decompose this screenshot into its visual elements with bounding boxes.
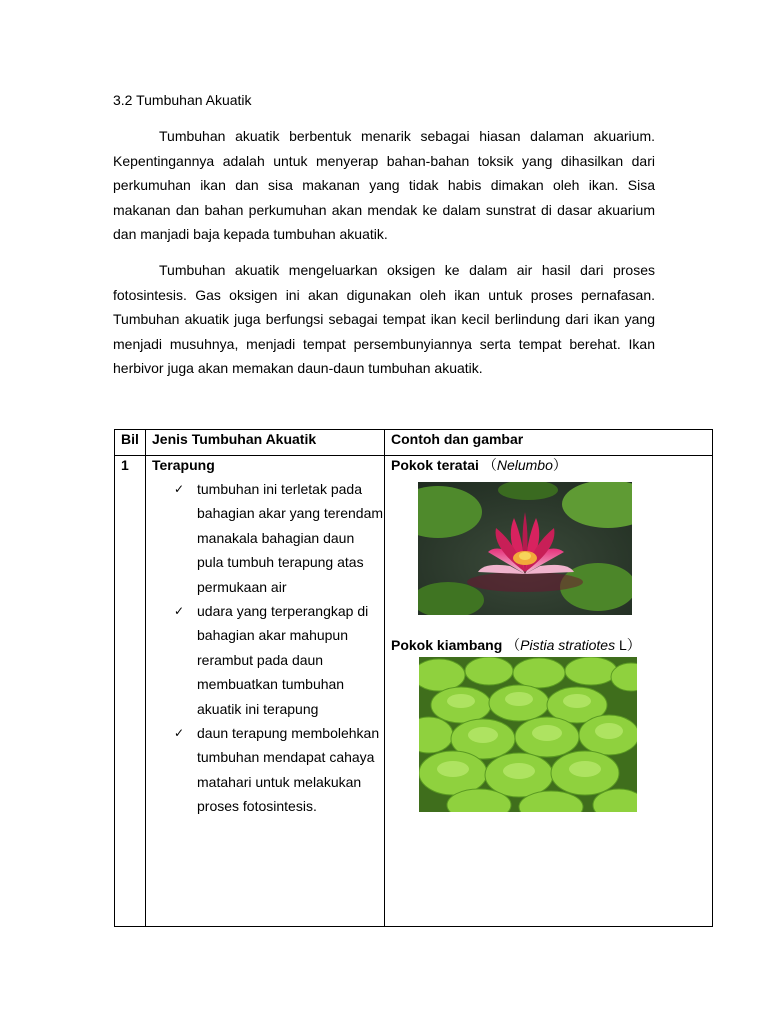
plant-type-cell (146, 456, 385, 927)
check-mark-icon: ✓ (174, 604, 185, 619)
header-contoh: Contoh dan gambar (385, 430, 713, 456)
paragraph-2: Tumbuhan akuatik mengeluarkan oksigen ke dalam air hasil dari proses fotosintesis. Gas oksigen ini akan digunakan oleh ikan untuk proses pernafasan. Tumbuhan akuatik juga berfungsi sebagai tempat ikan kecil berlindung dari ikan yang menjadi musuhnya, menjadi tempat persembunyiannya serta tempat berehat. Ikan herbivor juga akan memakan daun-daun tumbuhan akuatik. (113, 262, 655, 376)
examples-cell (385, 456, 713, 927)
example-label-kiambang: Pokok kiambang （Pistia stratiotes L） (391, 637, 641, 653)
row-number-cell (115, 456, 146, 927)
plant-type-title: Terapung (152, 457, 215, 473)
check-mark-icon: ✓ (174, 482, 185, 496)
list-item (152, 477, 384, 599)
feature-text: udara yang terperangkap di bahagian akar mahupun rerambut pada daun membuatkan tumbuhan akuatik ini terapung (197, 603, 369, 717)
paragraph-1: Tumbuhan akuatik berbentuk menarik sebagai hiasan dalaman akuarium. Kepentingannya adalah untuk menyerap bahan-bahan toksik yang dihasilkan dari perkumuhan ikan dan sisa makanan yang tidak habis dimakan oleh ikan. Sisa makanan dan bahan perkumuhan akan mendak ke dalam sunstrat di dasar akuarium dan manjadi baja kepada tumbuhan akuatik. (113, 128, 655, 242)
list-item (152, 721, 384, 819)
feature-text: daun terapung membolehkan tumbuhan mendapat cahaya matahari untuk melakukan proses fotosintesis. (197, 725, 380, 815)
table-header-row (115, 430, 713, 456)
lotus-flower-photo (418, 482, 632, 615)
feature-list (152, 477, 384, 819)
table-row (115, 456, 713, 927)
section-heading: 3.2 Tumbuhan Akuatik (113, 92, 252, 108)
list-item (152, 599, 384, 721)
header-jenis: Jenis Tumbuhan Akuatik (146, 430, 385, 456)
row-number: 1 (121, 457, 129, 473)
feature-text: tumbuhan ini terletak pada bahagian akar yang terendam manakala bahagian daun pula tumbuh terapung atas permukaan air (197, 481, 384, 595)
water-lettuce-photo (419, 657, 637, 812)
example-label-teratai: Pokok teratai （Nelumbo） (391, 457, 567, 473)
aquatic-plants-table (114, 429, 713, 927)
header-bil: Bil (115, 430, 146, 456)
check-mark-icon: ✓ (174, 726, 185, 741)
